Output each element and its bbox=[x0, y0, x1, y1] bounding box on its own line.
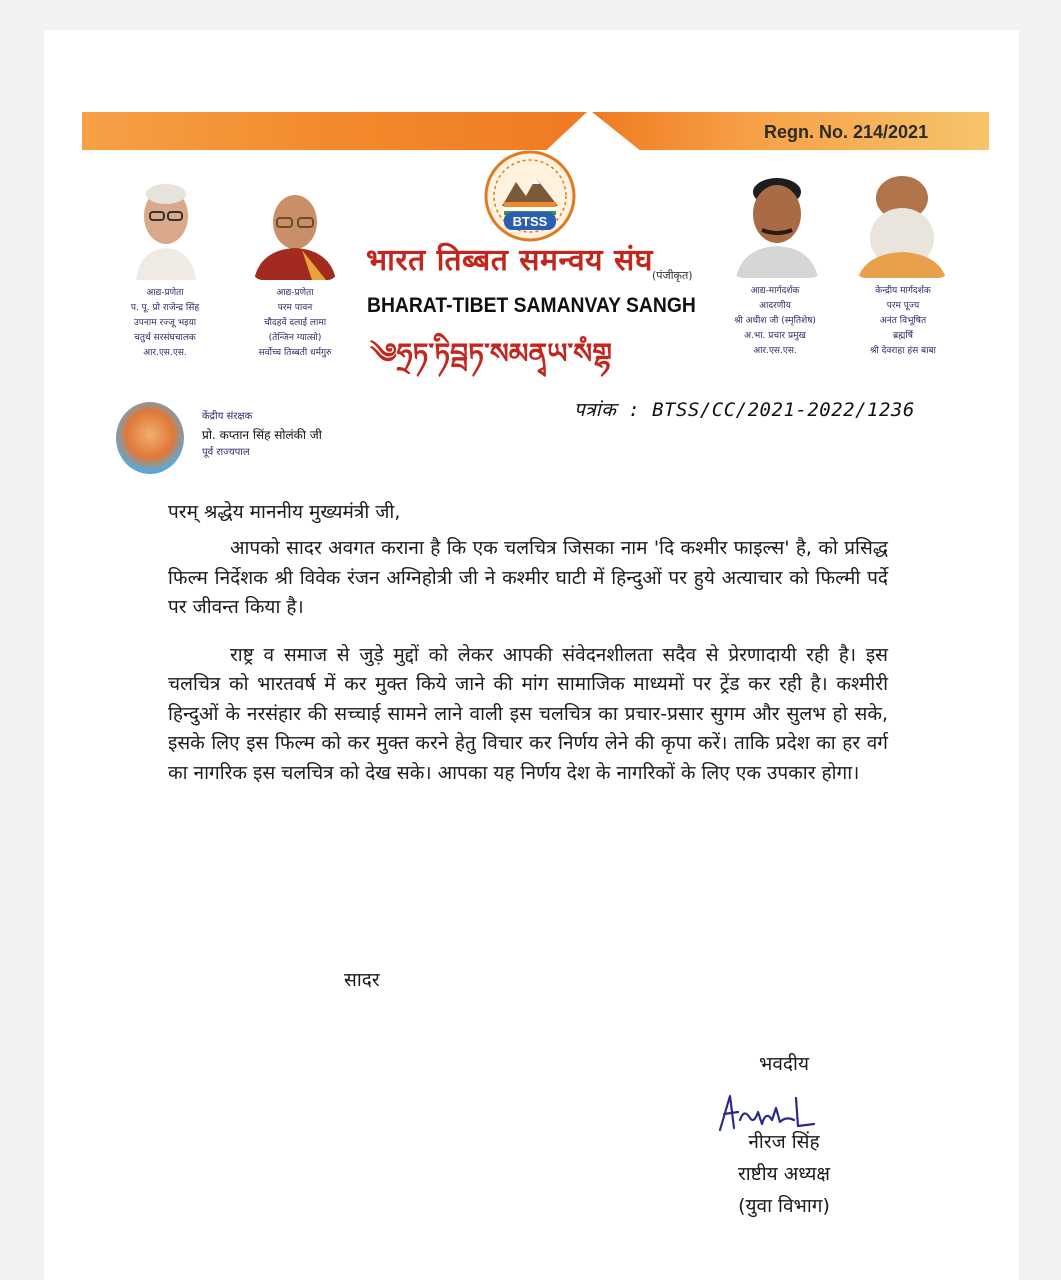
caption-line: श्री देवराहा हंस बाबा bbox=[870, 346, 936, 356]
closing: सादर bbox=[344, 969, 380, 991]
caption-line: (तेन्जिन ग्यात्सो) bbox=[268, 333, 322, 343]
caption-line: ब्रह्मर्षि bbox=[893, 331, 913, 341]
signatory-title: राष्टीय अध्यक्ष bbox=[737, 1163, 831, 1185]
caption-line: अ.भा. प्रचार प्रमुख bbox=[744, 331, 806, 341]
caption-line: आदरणीय bbox=[759, 301, 791, 311]
patron-role: केंद्रीय संरक्षक bbox=[202, 411, 253, 422]
caption-adhish-ji bbox=[710, 284, 840, 359]
paragraph: आपको सादर अवगत कराना है कि एक चलचित्र जिसका नाम 'दि कश्मीर फाइल्स' है, को प्रसिद्ध फिल्म निर्देशक श्री विवेक रंजन अग्निहोत्री जी ने कश्मीर घाटी में हिन्दुओं पर हुये अत्याचार को फिल्मी पर्दे पर जीवन्त किया है। bbox=[168, 537, 888, 618]
caption-role: आद्य-मार्गदर्शक bbox=[750, 286, 800, 296]
portrait-rajendra-singh bbox=[130, 176, 202, 280]
btss-logo bbox=[482, 148, 578, 244]
caption-line: उपनाम रज्जू भइया bbox=[133, 318, 197, 328]
patron-title: पूर्व राज्यपाल bbox=[202, 447, 250, 458]
caption-line: परम पावन bbox=[277, 303, 313, 313]
org-name-english: BHARAT-TIBET SAMANVAY SANGH bbox=[367, 294, 696, 317]
registered-note: (पंजीकृत) bbox=[652, 269, 693, 282]
caption-line: सर्वोच्च तिब्बती धर्मगुरु bbox=[258, 348, 332, 358]
handwritten-signature bbox=[714, 1090, 834, 1134]
org-name-tibetan: ༄ཧྲཏ་ཏིབྦཏ་སམནྭཡ་སཾགྷ bbox=[370, 337, 613, 370]
paragraph: राष्ट्र व समाज से जुड़े मुद्दों को लेकर आपकी संवेदनशीलता सदैव से प्रेरणादायी रही है। इस चलचित्र को भारतवर्ष में कर मुक्त किये जाने की मांग सामाजिक माध्यमों पर ट्रेंड कर रही है। कश्मीरी हिन्दुओं के नरसंहार की सच्चाई सामने लाने वाली इस चलचित्र का प्रचार-प्रसार सुगम और सुलभ हो सके, इसके लिए इस फिल्म को कर मुक्त करने हेतु विचार कर निर्णय लेने की कृपा करें। ताकि प्रदेश का हर वर्ग का नागरिक इस चलचित्र को देख सके। आपका यह निर्णय देश के नागरिकों के लिए एक उपकार होगा। bbox=[168, 643, 888, 784]
caption-line: आर.एस.एस. bbox=[753, 346, 797, 356]
portrait-patron bbox=[116, 402, 184, 474]
caption-role: आद्य-प्रणेता bbox=[146, 288, 184, 298]
caption-line: अनंत विभूषित bbox=[879, 316, 927, 326]
org-name-hindi: भारत तिब्बत समन्वय संघ bbox=[366, 243, 654, 278]
logo-text: BTSS bbox=[512, 214, 548, 229]
caption-line: आर.एस.एस. bbox=[143, 348, 187, 358]
portrait-dalai-lama bbox=[252, 184, 338, 280]
caption-line: चौदहवें दलाई लामा bbox=[263, 318, 327, 328]
signatory-dept: (युवा विभाग) bbox=[738, 1195, 830, 1217]
caption-rajendra-singh bbox=[100, 286, 230, 361]
signature-block bbox=[684, 1048, 884, 1222]
registration-number: Regn. No. 214/2021 bbox=[764, 122, 929, 142]
caption-role: केन्द्रीय मार्गदर्शक bbox=[875, 286, 931, 296]
signatory-name: नीरज सिंह bbox=[748, 1131, 820, 1153]
letter-page bbox=[44, 30, 1019, 1280]
portrait-devraha-hans-baba bbox=[854, 168, 950, 278]
letter-body bbox=[168, 498, 888, 806]
patron-caption bbox=[202, 408, 322, 462]
valediction: भवदीय bbox=[759, 1053, 809, 1075]
caption-line: श्री अधीश जी (स्मृतिशेष) bbox=[734, 316, 816, 326]
caption-role: आद्य-प्रणेता bbox=[276, 288, 314, 298]
salutation: परम् श्रद्धेय माननीय मुख्यमंत्री जी, bbox=[168, 501, 401, 523]
caption-dalai-lama bbox=[230, 286, 360, 361]
caption-line: चतुर्थ सरसंघचालक bbox=[134, 333, 196, 343]
portrait-adhish-ji bbox=[732, 172, 822, 278]
caption-devraha-hans-baba bbox=[840, 284, 966, 359]
header-bar-left bbox=[82, 112, 587, 150]
caption-line: प. पू. प्रो राजेन्द्र सिंह bbox=[130, 303, 200, 313]
reference-number: पत्रांक : BTSS/CC/2021-2022/1236 bbox=[574, 399, 915, 421]
caption-line: परम पूज्य bbox=[886, 301, 920, 311]
patron-name: प्रो. कप्तान सिंह सोलंकी जी bbox=[202, 428, 322, 442]
